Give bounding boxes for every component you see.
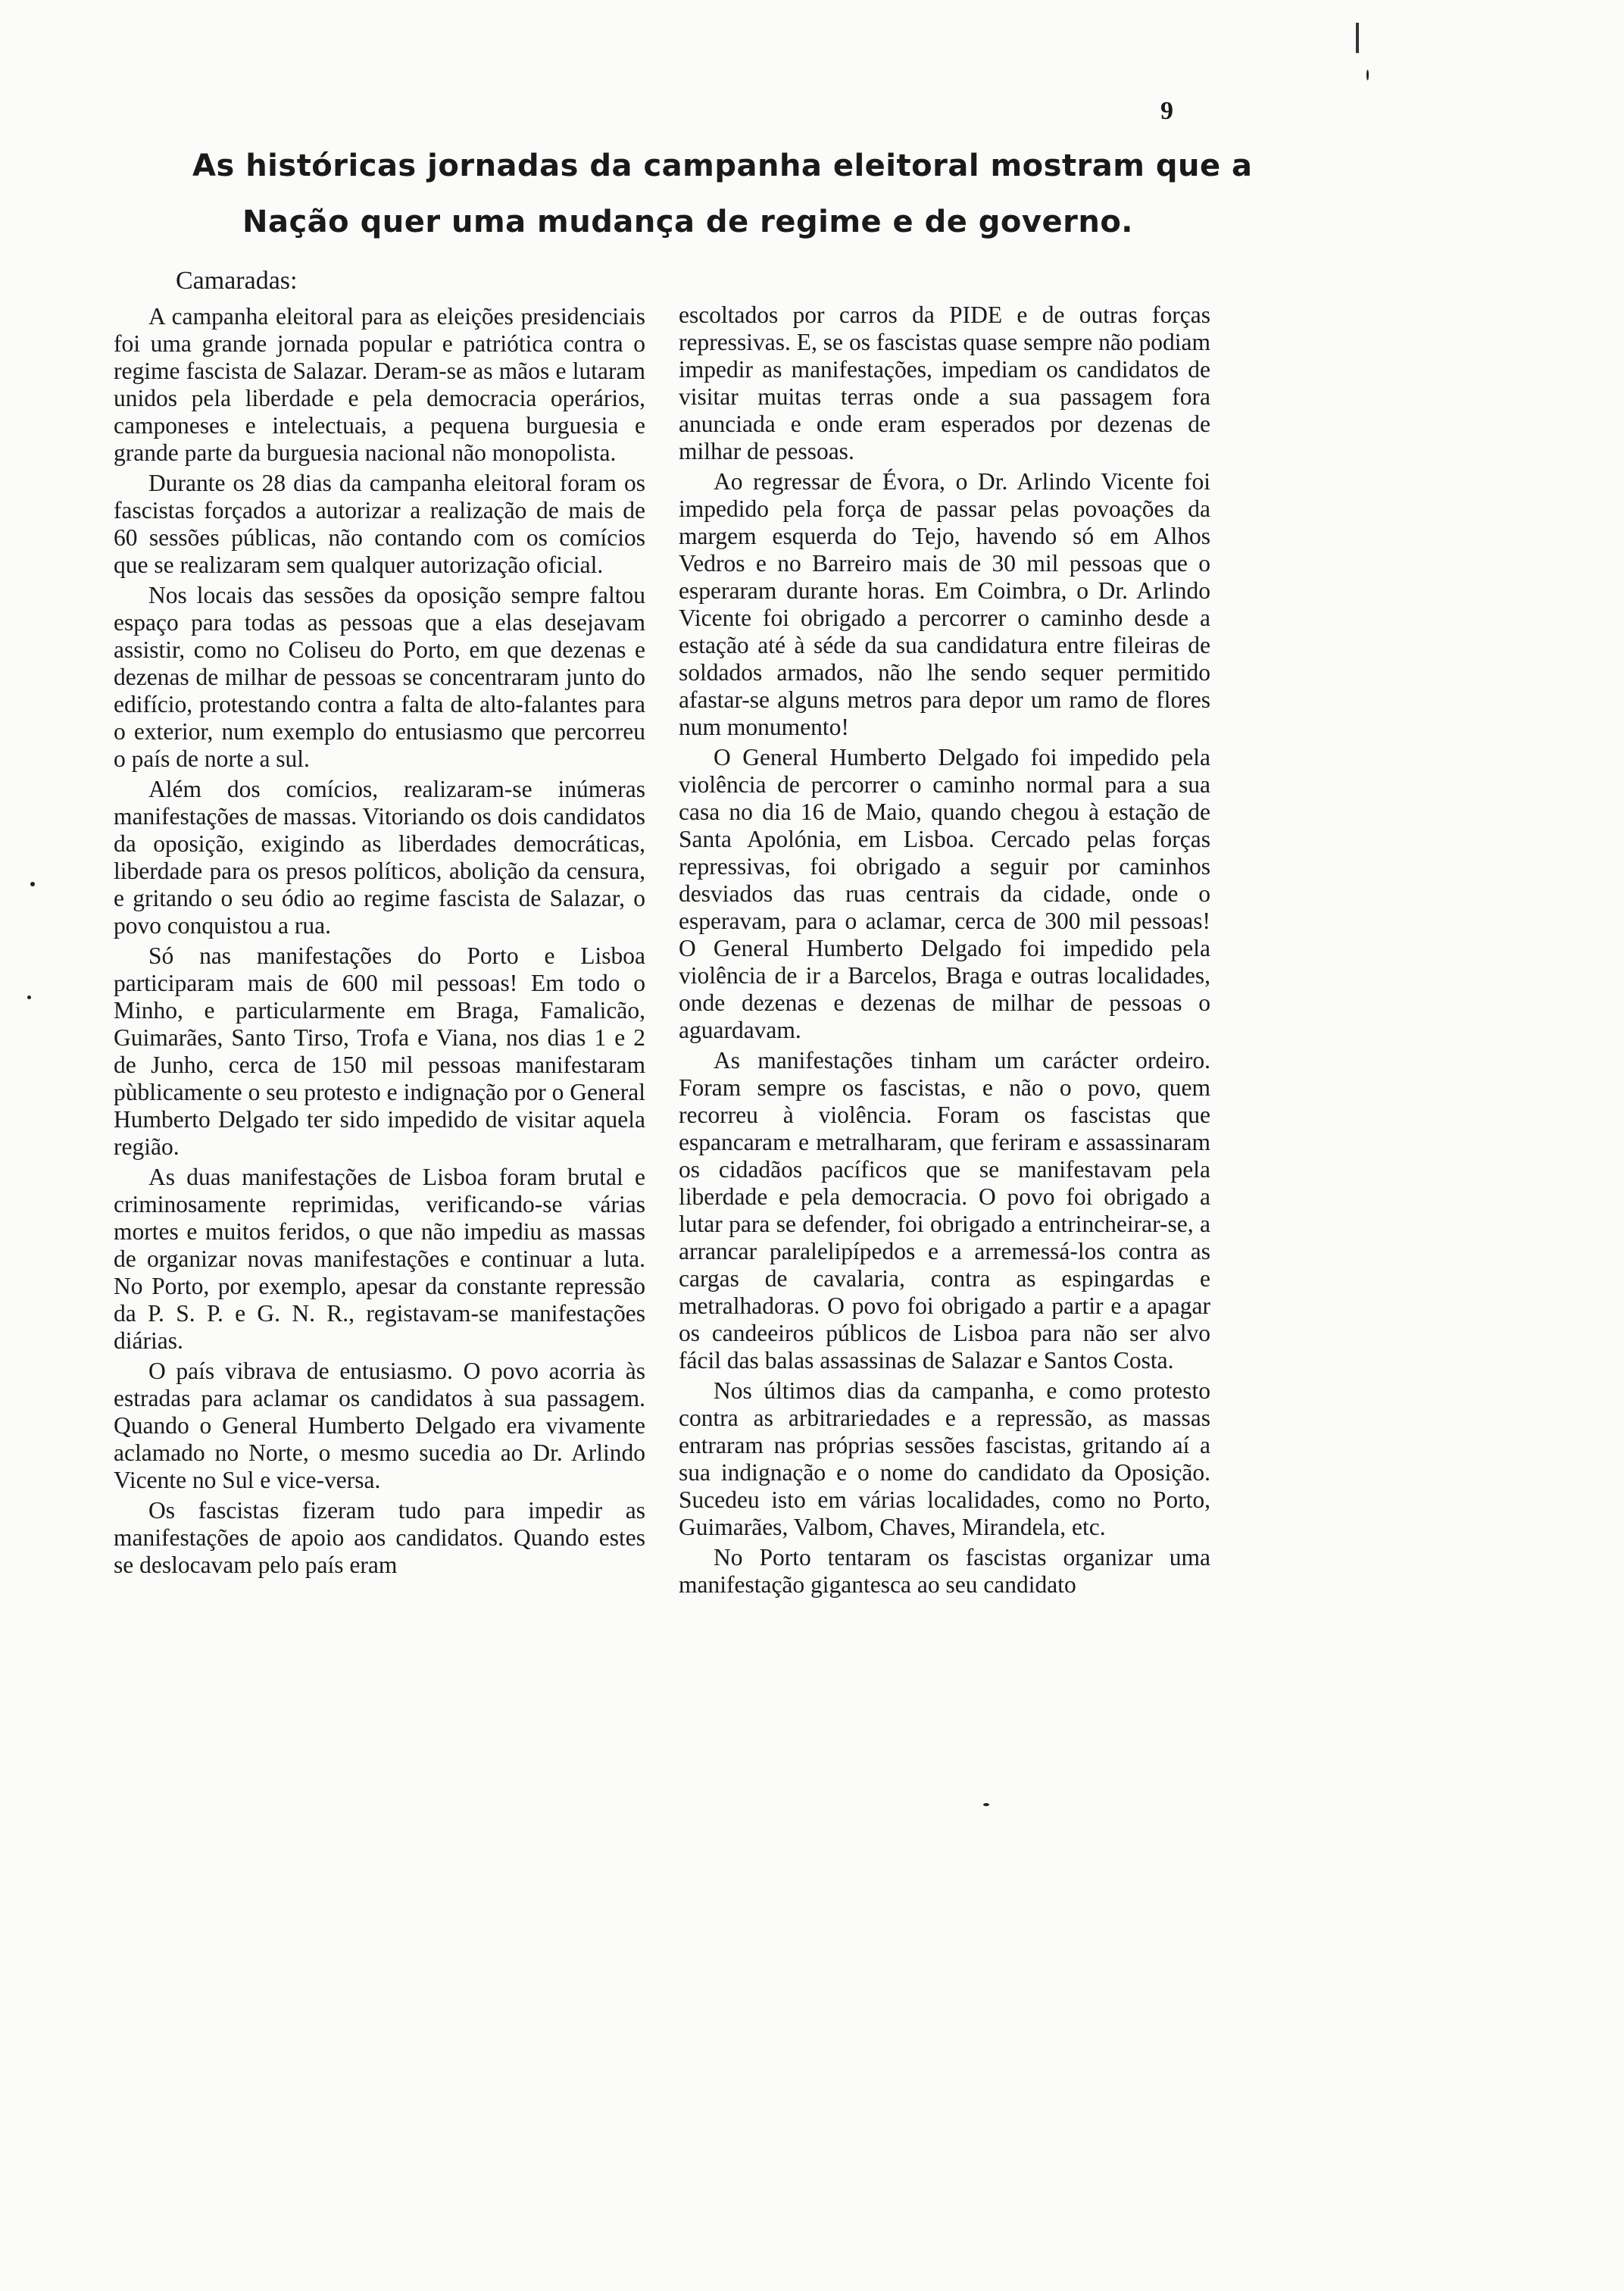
- paragraph: Ao regressar de Évora, o Dr. Arlindo Vicente foi impedido pela força de passar pelas povoações da margem esquerda do Tejo, havendo só em Alhos Vedros e no Barreiro mais de 30 mil pessoas que o esperaram durante horas. Em Coimbra, o Dr. Arlindo Vicente foi obrigado a percorrer o caminho desde a estação até à séde da sua candidatura entre fileiras de soldados armados, não lhe sendo sequer permitido afastar-se alguns metros para depor um ramo de flores num monumento!: [679, 468, 1210, 740]
- right-column: [679, 302, 1210, 1602]
- scan-speck: [30, 882, 35, 886]
- paragraph: Os fascistas fizeram tudo para impedir as manifestações de apoio aos candidatos. Quando estes se deslocavam pelo país eram: [114, 1497, 645, 1578]
- scan-smudge: [1356, 23, 1359, 53]
- left-column: [114, 303, 645, 1582]
- paragraph: escoltados por carros da PIDE e de outras forças repressivas. E, se os fascistas quase sempre não podiam impedir as manifestações, impediam os candidatos de visitar muitas terras onde a sua passagem fora anunciada e onde eram esperados por dezenas de milhar de pessoas.: [679, 302, 1210, 464]
- paragraph: As duas manifestações de Lisboa foram brutal e criminosamente reprimidas, verificando-se várias mortes e muitos feridos, o que não impediu as massas de organizar novas manifestações e continuar a luta. No Porto, por exemplo, apesar da constante repressão da P. S. P. e G. N. R., registavam-se manifestações diárias.: [114, 1164, 645, 1354]
- paragraph: Além dos comícios, realizaram-se inúmeras manifestações de massas. Vitoriando os dois candidatos da oposição, exigindo as liberdades democráticas, liberdade para os presos políticos, abolição da censura, e gritando o seu ódio ao regime fascista de Salazar, o povo conquistou a rua.: [114, 776, 645, 939]
- paragraph: Nos locais das sessões da oposição sempre faltou espaço para todas as pessoas que a elas desejavam assistir, como no Coliseu do Porto, em que dezenas e dezenas de milhar de pessoas se concentraram junto do edifício, protestando contra a falta de alto-falantes para o exterior, num exemplo do entusiasmo que percorreu o país de norte a sul.: [114, 582, 645, 772]
- paragraph: No Porto tentaram os fascistas organizar uma manifestação gigantesca ao seu candidato: [679, 1544, 1210, 1598]
- paragraph: Nos últimos dias da campanha, e como protesto contra as arbitrariedades e a repressão, as massas entraram nas próprias sessões fascistas, gritando aí a sua indignação e o nome do candidato da Oposição. Sucedeu isto em várias localidades, como no Porto, Guimarães, Valbom, Chaves, Mirandela, etc.: [679, 1377, 1210, 1540]
- paragraph: O General Humberto Delgado foi impedido pela violência de percorrer o caminho normal para a sua casa no dia 16 de Maio, quando chegou à estação de Santa Apolónia, em Lisboa. Cercado pelas forças repressivas, foi obrigado a seguir por caminhos desviados das ruas centrais da cidade, onde o esperavam, para o aclamar, cerca de 300 mil pessoas! O General Humberto Delgado foi impedido pela violência de ir a Barcelos, Braga e outras localidades, onde dezenas e dezenas de milhar de pessoas o aguardavam.: [679, 744, 1210, 1043]
- paragraph: O país vibrava de entusiasmo. O povo acorria às estradas para aclamar os candidatos à sua passagem. Quando o General Humberto Delgado era vivamente aclamado no Norte, o mesmo sucedia ao Dr. Arlindo Vicente no Sul e vice-versa.: [114, 1358, 645, 1493]
- paragraph: As manifestações tinham um carácter ordeiro. Foram sempre os fascistas, e não o povo, quem recorreu à violência. Foram os fascistas que espancaram e metralharam, que feriram e assassinaram os cidadãos pacíficos que se manifestavam pela liberdade e pela democracia. O povo foi obrigado a lutar para se defender, foi obrigado a entrincheirar-se, a arrancar paralelipípedos e a arremessá-los contra as cargas de cavalaria, contra as espingardas e metralhadoras. O povo foi obrigado a partir e a apagar os candeeiros públicos de Lisboa para não ser alvo fácil das balas assassinas de Salazar e Santos Costa.: [679, 1047, 1210, 1374]
- paragraph: A campanha eleitoral para as eleições presidenciais foi uma grande jornada popular e patriótica contra o regime fascista de Salazar. Deram-se as mãos e lutaram unidos pela liberdade e pela democracia operários, camponeses e intelectuais, a pequena burguesia e grande parte da burguesia nacional não monopolista.: [114, 303, 645, 466]
- headline-line-1: As históricas jornadas da campanha eleitoral mostram que a: [192, 148, 1253, 183]
- scan-speck: [1366, 70, 1369, 80]
- headline-line-2: Nação quer uma mudança de regime e de governo.: [242, 205, 1133, 239]
- paragraph: Só nas manifestações do Porto e Lisboa participaram mais de 600 mil pessoas! Em todo o Minho, e particularmente em Braga, Famalicão, Guimarães, Santo Tirso, Trofa e Viana, nos dias 1 e 2 de Junho, cerca de 150 mil pessoas manifestaram pùblicamente o seu protesto e indignação por o General Humberto Delgado ter sido impedido de visitar aquela região.: [114, 942, 645, 1160]
- paragraph: Durante os 28 dias da campanha eleitoral foram os fascistas forçados a autorizar a realização de mais de 60 sessões públicas, não contando com os comícios que se realizaram sem qualquer autorização oficial.: [114, 470, 645, 578]
- scan-speck: [27, 995, 31, 999]
- salutation: Camaradas:: [176, 267, 298, 295]
- scan-speck: [983, 1803, 989, 1806]
- page-number: 9: [1160, 97, 1173, 125]
